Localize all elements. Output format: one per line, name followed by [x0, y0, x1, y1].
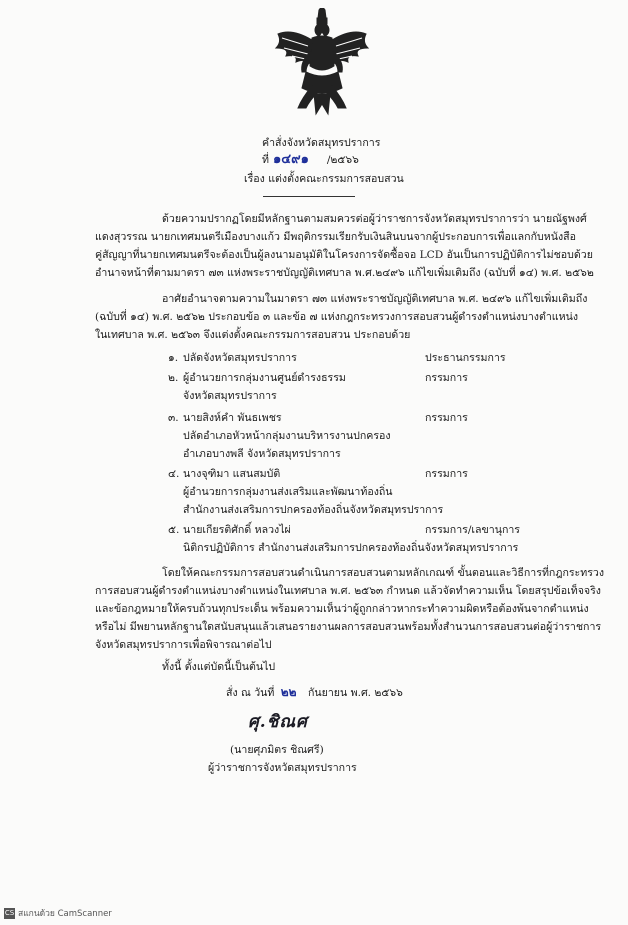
committee-member-line: จังหวัดสมุทรปราการ — [183, 390, 277, 402]
order-year: /๒๕๖๖ — [326, 154, 359, 166]
committee-role: กรรมการ — [425, 468, 468, 480]
committee-member-line: นิติกรปฏิบัติการ สำนักงานส่งเสริมการปกครองท้องถิ่นจังหวัดสมุทรปราการ — [183, 542, 519, 554]
order-date-prefix: สั่ง ณ วันที่ — [226, 687, 275, 699]
paragraph-line: จังหวัดสมุทรปราการเพื่อพิจารณาต่อไป — [95, 639, 272, 651]
order-number-handwritten: ๑๔๙๑ — [272, 152, 309, 167]
paragraph-line: ด้วยความปรากฏโดยมีหลักฐานตามสมควรต่อผู้ว่าราชการจังหวัดสมุทรปราการว่า นายณัฐพงศ์ — [162, 213, 587, 225]
paragraph-line: และข้อกฎหมายให้ครบถ้วนทุกประเด็น พร้อมความเห็นว่าผู้ถูกกล่าวหากระทำความผิดหรือต้องพ้นจากตำแหน่ง — [95, 603, 589, 615]
paragraph-line: โดยให้คณะกรรมการสอบสวนดำเนินการสอบสวนตามหลักเกณฑ์ ขั้นตอนและวิธีการที่กฎกระทรวง — [162, 567, 605, 579]
order-month-year: กันยายน พ.ศ. ๒๕๖๖ — [307, 687, 403, 699]
committee-member-line: ปลัดจังหวัดสมุทรปราการ — [183, 352, 297, 364]
header-divider — [263, 196, 355, 197]
scanner-watermark-text: สแกนด้วย CamScanner — [18, 909, 112, 919]
committee-number: ๓. — [168, 412, 179, 424]
order-prefix: ที่ — [262, 154, 269, 166]
committee-member-line: ปลัดอำเภอหัวหน้ากลุ่มงานบริหารงานปกครอง — [183, 430, 391, 442]
order-date-line — [226, 685, 403, 700]
committee-role: กรรมการ — [425, 412, 468, 424]
scanner-watermark — [4, 906, 112, 920]
effective-line: ทั้งนี้ ตั้งแต่บัดนี้เป็นต้นไป — [162, 661, 276, 673]
committee-member-line: สำนักงานส่งเสริมการปกครองท้องถิ่นจังหวัดสมุทรปราการ — [183, 504, 444, 516]
garuda-emblem — [272, 8, 372, 118]
committee-member-line: ผู้อำนวยการกลุ่มงานส่งเสริมและพัฒนาท้องถิ่น — [183, 486, 393, 498]
paragraph-line: การสอบสวนผู้ดำรงตำแหน่งบางตำแหน่งในเทศบาล พ.ศ. ๒๕๖๓ กำหนด แล้วจัดทำความเห็น โดยสรุปข้อเท็จจริง — [95, 585, 601, 597]
committee-role: ประธานกรรมการ — [425, 352, 506, 364]
committee-role: กรรมการ/เลขานุการ — [425, 524, 520, 536]
committee-member-line: นายสิงห์คำ พันธเพชร — [183, 412, 282, 424]
paragraph-line: อำนาจหน้าที่ตามมาตรา ๗๓ แห่งพระราชบัญญัติเทศบาล พ.ศ.๒๔๙๖ แก้ไขเพิ่มเติมถึง (ฉบับที่ ๑๔) พ.ศ. ๒๕๖๒ — [95, 267, 594, 279]
committee-number: ๕. — [168, 524, 180, 536]
subject-line: เรื่อง แต่งตั้งคณะกรรมการสอบสวน — [244, 173, 404, 185]
order-number-line — [262, 153, 359, 167]
governor-signature: ศุ.ชิณศ — [248, 712, 308, 732]
order-day-handwritten: ๒๒ — [280, 685, 297, 699]
committee-number: ๔. — [168, 468, 180, 480]
signatory-name: (นายศุภมิตร ชิณศรี) — [230, 744, 324, 756]
paragraph-line: ในเทศบาล พ.ศ. ๒๕๖๓ จึงแต่งตั้งคณะกรรมการสอบสวน ประกอบด้วย — [95, 329, 411, 341]
camscanner-logo: CS — [4, 909, 15, 917]
committee-member-line: อำเภอบางพลี จังหวัดสมุทรปราการ — [183, 448, 341, 460]
committee-number: ๒. — [168, 372, 179, 384]
committee-member-line: นางจุฑิมา แสนสมบัติ — [183, 468, 281, 480]
signatory-position: ผู้ว่าราชการจังหวัดสมุทรปราการ — [208, 762, 357, 774]
paragraph-line: อาศัยอำนาจตามความในมาตรา ๗๓ แห่งพระราชบัญญัติเทศบาล พ.ศ. ๒๔๙๖ แก้ไขเพิ่มเติมถึง — [162, 293, 588, 305]
paragraph-line: (ฉบับที่ ๑๔) พ.ศ. ๒๕๖๒ ประกอบข้อ ๓ และข้อ ๗ แห่งกฎกระทรวงการสอบสวนผู้ดำรงตำแหน่งบางตำแหน่ง — [95, 311, 578, 323]
paragraph-line: แดงสุวรรณ นายกเทศมนตรีเมืองบางแก้ว มีพฤติกรรมเรียกรับเงินสินบนจากผู้ประกอบการเพื่อแลกกับหนังสือ — [95, 231, 576, 243]
paragraph-line: หรือไม่ มีพยานหลักฐานใดสนับสนุนแล้วเสนอรายงานผลการสอบสวนพร้อมทั้งสำนวนการสอบสวนต่อผู้ว่าราชการ — [95, 621, 602, 633]
committee-member-line: ผู้อำนวยการกลุ่มงานศูนย์ดำรงธรรม — [183, 372, 346, 384]
paragraph-line: คู่สัญญาที่นายกเทศมนตรีจะต้องเป็นผู้ลงนามอนุมัติในโครงการจัดซื้อจอ LCD อันเป็นการปฏิบัติการไม่ชอบด้วย — [95, 249, 593, 261]
committee-number: ๑. — [168, 352, 179, 364]
committee-member-line: นายเกียรติศักดิ์ หลวงไผ่ — [183, 524, 291, 536]
order-title: คำสั่งจังหวัดสมุทรปราการ — [262, 137, 381, 149]
committee-role: กรรมการ — [425, 372, 468, 384]
